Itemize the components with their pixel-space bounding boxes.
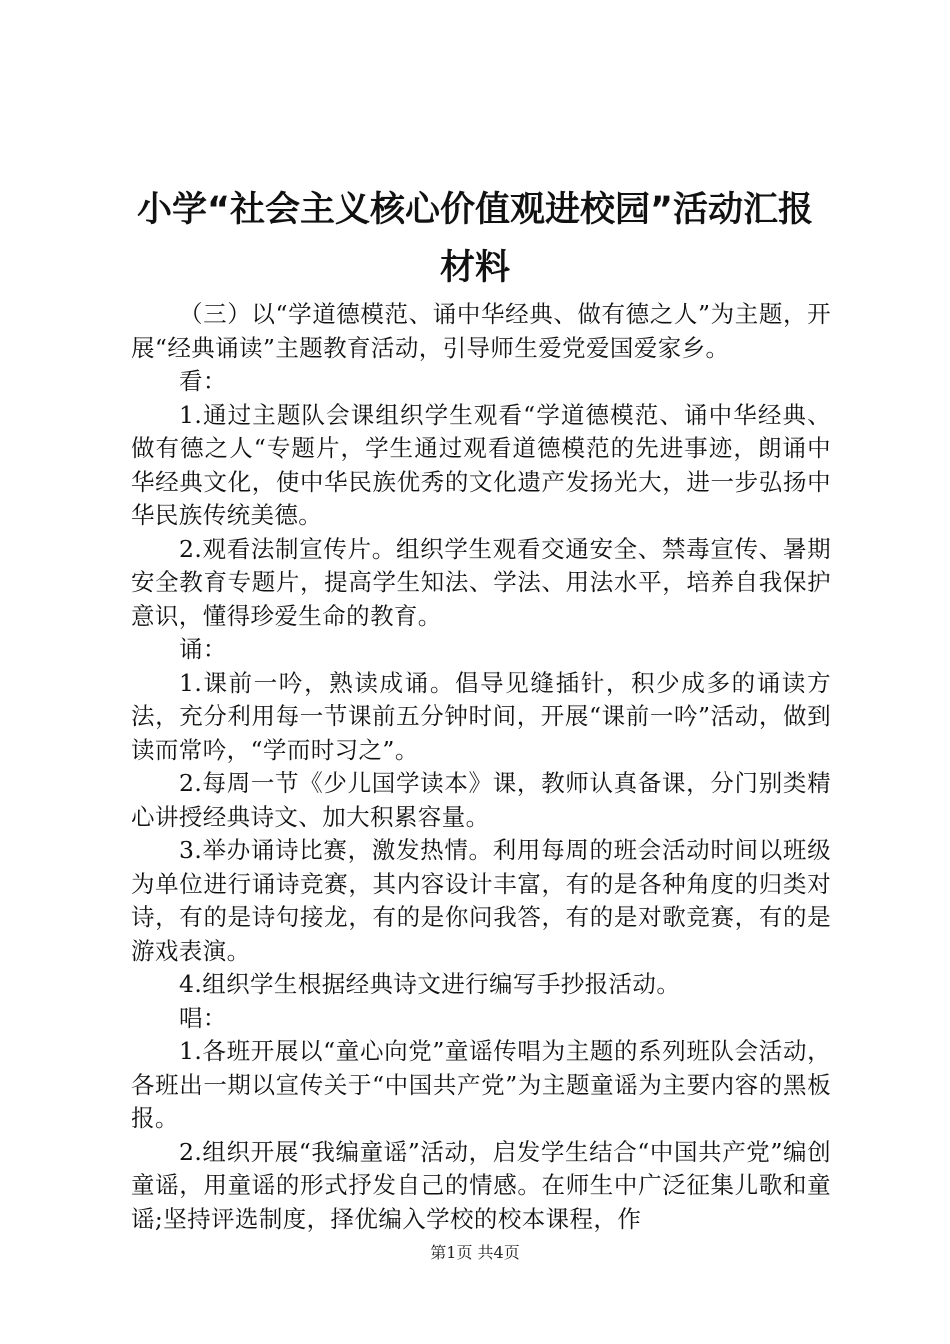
document-title-line-2: 材料 [439, 248, 510, 288]
paragraph-watch-1: 1.通过主题队会课组织学生观看“学道德模范、诵中华经典、做有德之人“专题片，学生通过观看道德模范的先进事迹，朗诵中华经典文化，使中华民族优秀的文化遗产发扬光大，进一步弘扬中华民族传统美德。 [131, 400, 831, 529]
page-footer: 第1页 共4页 [430, 1243, 520, 1262]
paragraph-intro: （三）以“学道德模范、诵中华经典、做有德之人”为主题，开展“经典诵读”主题教育活动，引导师生爱党爱国爱家乡。 [131, 300, 831, 362]
section-heading-recite: 诵： [179, 635, 227, 663]
paragraph-sing-2: 2.组织开展“我编童谣”活动，启发学生结合“中国共产党”编创童谣，用童谣的形式抒发自己的情感。在师生中广泛征集儿歌和童谣;坚持评选制度，择优编入学校的校本课程，作 [131, 1137, 831, 1233]
paragraph-recite-1: 1.课前一吟，熟读成诵。倡导见缝插针，积少成多的诵读方法，充分利用每一节课前五分钟时间，开展“课前一吟”活动，做到读而常吟，“学而时习之”。 [131, 668, 831, 764]
paragraph-recite-4: 4.组织学生根据经典诗文进行编写手抄报活动。 [179, 970, 681, 998]
paragraph-recite-2: 2.每周一节《少儿国学读本》课，教师认真备课，分门别类精心讲授经典诗文、加大积累容量。 [131, 769, 831, 831]
document-body [131, 298, 831, 1236]
section-heading-sing: 唱： [179, 1003, 227, 1032]
document-title-line-1: 小学“社会主义核心价值观进校园”活动汇报 [136, 190, 813, 230]
section-heading-watch: 看： [179, 367, 227, 395]
paragraph-watch-2: 2.观看法制宣传片。组织学生观看交通安全、禁毒宣传、暑期安全教育专题片，提高学生知法、学法、用法水平，培养自我保护意识，懂得珍爱生命的教育。 [131, 534, 831, 630]
paragraph-recite-3: 3.举办诵诗比赛，激发热情。利用每周的班会活动时间以班级为单位进行诵诗竞赛，其内容设计丰富，有的是各种角度的归类对诗，有的是诗句接龙，有的是你问我答，有的是对歌竞赛，有的是游戏表演。 [131, 836, 831, 965]
paragraph-sing-1: 1.各班开展以“童心向党”童谣传唱为主题的系列班队会活动，各班出一期以宣传关于“中国共产党”为主题童谣为主要内容的黑板报。 [131, 1037, 831, 1132]
